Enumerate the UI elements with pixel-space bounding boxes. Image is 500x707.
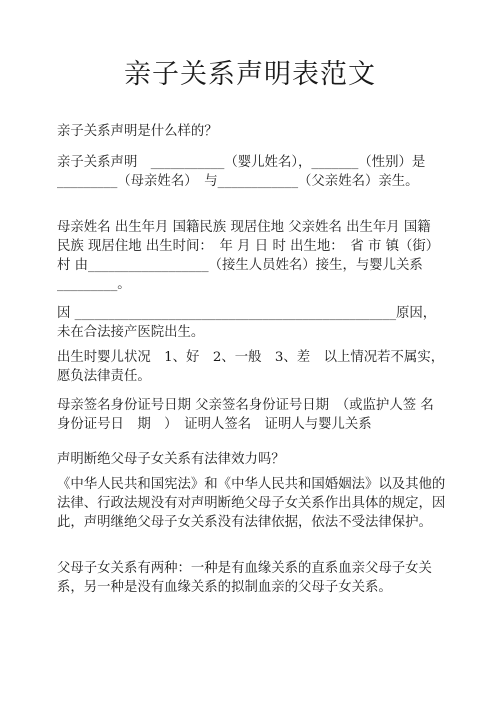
birth-condition-paragraph: 出生时婴儿状况 1、好 2、一般 3、差 以上情况若不属实， 愿负法律责任。	[57, 350, 451, 384]
parents-info-paragraph: 母亲姓名 出生年月 国籍民族 现居住地 父亲姓名 出生年月 国籍 民族 现居住地 出生时间： 年 月 日 时 出生地： 省 市 镇（街） 村 由__________________（接生人员姓名）接生，与婴儿关系 _________。	[57, 220, 446, 292]
reason-paragraph: 因 ________________________________________________原因， 未在合法接产医院出生。	[57, 306, 443, 340]
signature-paragraph: 母亲签名身份证号日期 父亲签名身份证号日期 （或监护人签 名身份证号日 期 ） 证明人签名 证明人与婴儿关系	[57, 398, 434, 432]
answer-paragraph-2: 父母子女关系有两种：一种是有血缘关系的直系血亲父母子女关系，另一种是没有血缘关系的拟制血亲的父母子女关系。	[57, 561, 432, 595]
question-2: 声明断绝父母子女关系有法律效力吗？	[57, 452, 285, 467]
question-1: 亲子关系声明是什么样的？	[57, 124, 218, 139]
answer-paragraph-1: 《中华人民共和国宪法》和《中华人民共和国婚姻法》以及其他的法律、行政法规没有对声明断绝父母子女关系作出具体的规定，因此，声明继绝父母子女关系没有法律依据，依法不受法律保护。	[57, 477, 446, 530]
declaration-fill-paragraph: 亲子关系声明 ___________（婴儿姓名），_______（性别）是_________（母亲姓名） 与____________（父亲姓名）亲生。	[57, 155, 426, 189]
document-title: 亲子关系声明表范文	[124, 59, 376, 90]
